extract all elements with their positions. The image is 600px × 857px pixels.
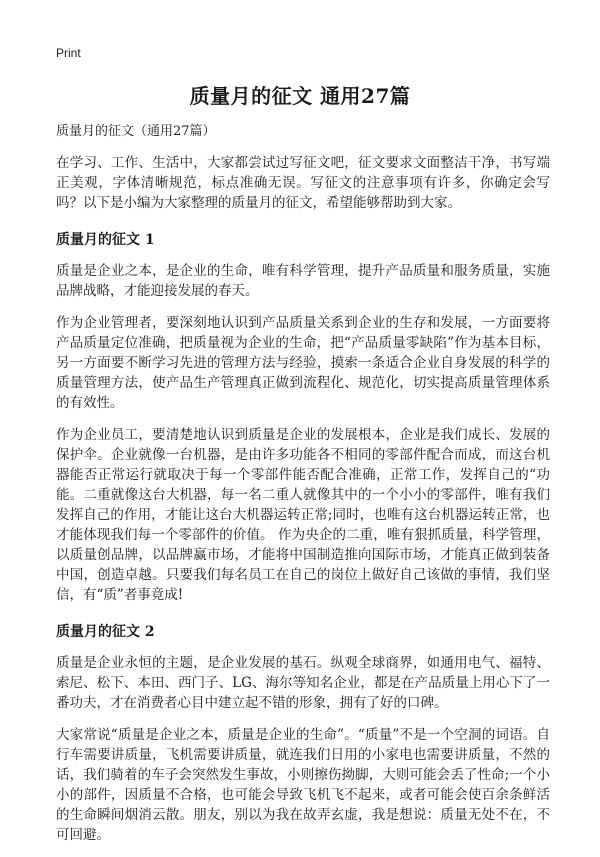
essay-section-1 bbox=[56, 229, 550, 605]
section-paragraph: 作为企业员工，要清楚地认识到质量是企业的发展根本，企业是我们成长、发展的保护伞。企业就像一台机器，是由许多功能各不相同的零部件配合而成，而这台机器能否正常运行就取决于每一个零部件能否配合准确，正常工作，发挥自己的“功能。二重就像这台大机器，每一名二重人就像其中的一个小小的零部件，唯有我们发挥自己的作用，才能让这台大机器运转正常;同时，也唯有这台机器运转正常，也才能体现我们每一个零部件的价值。 作为央企的二重，唯有狠抓质量，科学管理，以质量创品牌，以品牌赢市场，才能将中国制造推向国际市场，才能真正做到装备中国，创造卓越。只要我们每名员工在自己的岗位上做好自己该做的事情，我们坚信，有“质”者事竟成! bbox=[56, 427, 550, 603]
document-subtitle: 质量月的征文（通用27篇） bbox=[56, 124, 216, 139]
document-body bbox=[56, 120, 550, 857]
page-title: 质量月的征文 通用27篇 bbox=[189, 84, 411, 108]
essay-section-2 bbox=[56, 621, 550, 845]
section-heading: 质量月的征文 2 bbox=[56, 624, 155, 640]
section-paragraph: 质量是企业永恒的主题，是企业发展的基石。纵观全球商界，如通用电气、福特、索尼、松下、本田、西门子、LG、海尔等知名企业，都是在产品质量上用心下了一番功夫，才在消费者心目中建立起不错的形象，拥有了好的口碑。 bbox=[56, 655, 550, 711]
intro-paragraph: 在学习、工作、生活中，大家都尝试过写征文吧，征文要求文面整洁干净，书写端正美观，字体清晰规范，标点准确无误。写征文的注意事项有许多，你确定会写吗？以下是小编为大家整理的质量月的征文，希望能够帮助到大家。 bbox=[56, 155, 550, 211]
section-paragraph: 大家常说“质量是企业之本，质量是企业的生命”。“质量”不是一个空洞的词语。自行车需要讲质量，飞机需要讲质量，就连我们日用的小家电也需要讲质量，不然的话，我们骑着的车子会突然发生事故，小则擦伤拗脚，大则可能会丢了性命;一个小小的部件，因质量不合格，也可能会导致飞机飞不起来，或者可能会使百余条鲜活的生命瞬间烟消云散。朋友，别以为我在故弄玄虚，我是想说：质量无处不在，不可回避。 bbox=[56, 727, 550, 843]
section-paragraph: 质量是企业之本，是企业的生命，唯有科学管理，提升产品质量和服务质量，实施品牌战略，才能迎接发展的春天。 bbox=[56, 263, 550, 299]
print-link[interactable]: Print bbox=[56, 46, 81, 60]
section-heading: 质量月的征文 1 bbox=[56, 232, 155, 248]
section-paragraph: 作为企业管理者，要深刻地认识到产品质量关系到企业的生存和发展，一方面要将产品质量定位准确，把质量视为企业的生命，把“产品质量零缺陷”作为基本目标，另一方面要不断学习先进的管理方法与经验，摸索一条适合企业自身发展的科学的质量管理方法，使产品生产管理真正做到流程化、规范化，切实提高质量管理体系的有效性。 bbox=[56, 315, 550, 411]
